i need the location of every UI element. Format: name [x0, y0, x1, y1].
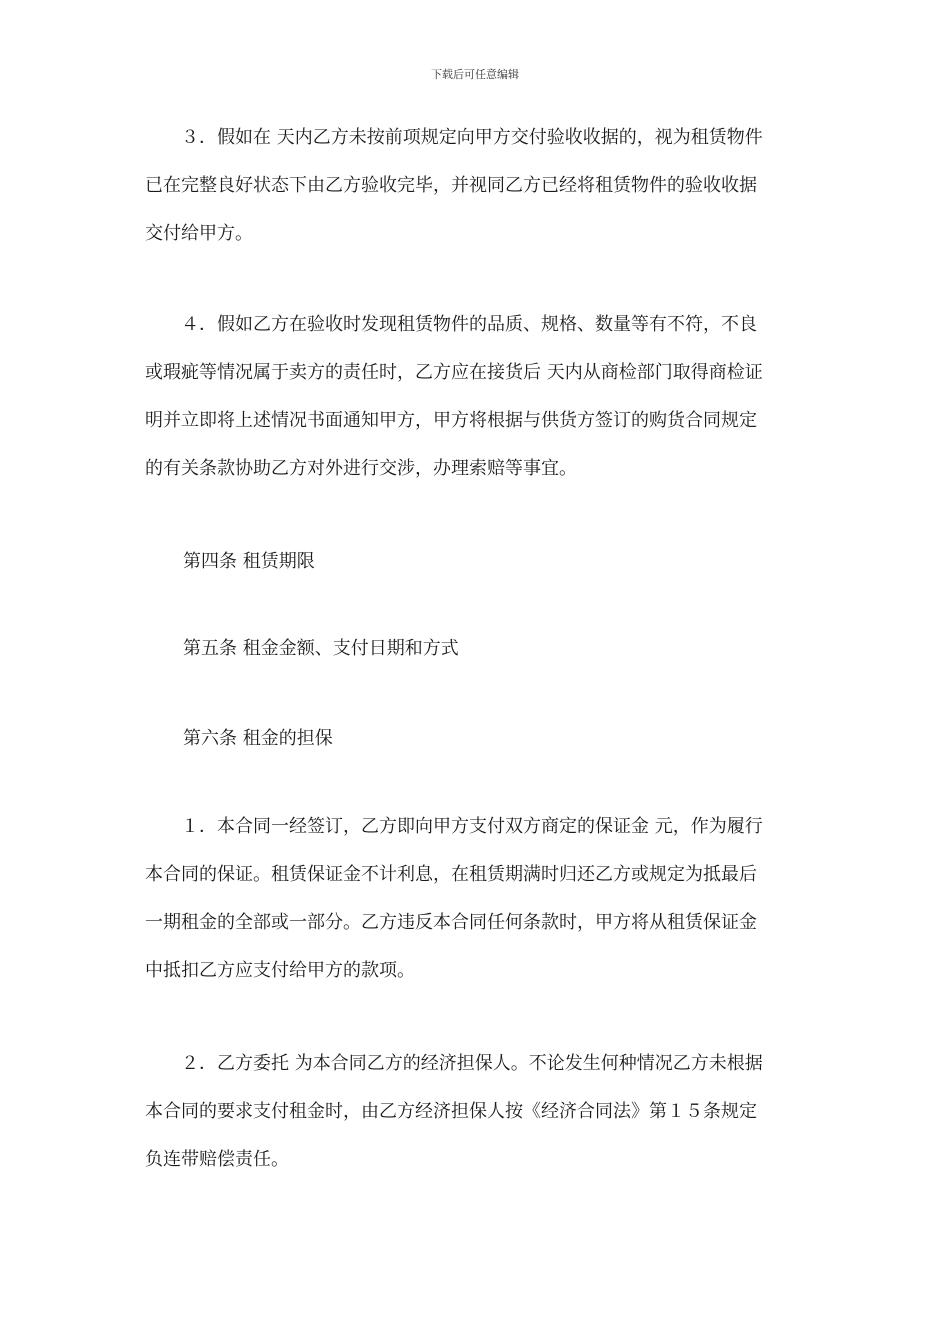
- text-line: 一期租金的全部或一部分。乙方违反本合同任何条款时，甲方将从租赁保证金: [145, 912, 757, 933]
- clause-item-1: [145, 803, 815, 995]
- article-6-heading: 第六条 租金的担保: [183, 728, 333, 749]
- article-5-heading: 第五条 租金金额、支付日期和方式: [183, 638, 459, 659]
- text-line: 本合同的保证。租赁保证金不计利息，在租赁期满时归还乙方或规定为抵最后: [145, 864, 757, 885]
- page-header: 下载后可任意编辑: [431, 68, 519, 81]
- text-line: 中抵扣乙方应支付给甲方的款项。: [145, 960, 415, 981]
- paragraph-item-3: [145, 114, 815, 258]
- text-line: 交付给甲方。: [145, 223, 253, 244]
- text-line: 已在完整良好状态下由乙方验收完毕，并视同乙方已经将租赁物件的验收收据: [145, 175, 757, 196]
- clause-item-2: [145, 1040, 815, 1184]
- text-line: ２．乙方委托 为本合同乙方的经济担保人。不论发生何种情况乙方未根据: [145, 1053, 763, 1074]
- text-line: 本合同的要求支付租金时，由乙方经济担保人按《经济合同法》第１５条规定: [145, 1101, 757, 1122]
- text-line: １．本合同一经签订，乙方即向甲方支付双方商定的保证金 元，作为履行: [145, 816, 763, 837]
- text-line: 的有关条款协助乙方对外进行交涉，办理索赔等事宜。: [145, 458, 577, 479]
- text-line: ４．假如乙方在验收时发现租赁物件的品质、规格、数量等有不符，不良: [145, 314, 757, 335]
- text-line: 或瑕疵等情况属于卖方的责任时，乙方应在接货后 天内从商检部门取得商检证: [145, 362, 763, 383]
- text-line: 负连带赔偿责任。: [145, 1149, 289, 1170]
- article-4-heading: 第四条 租赁期限: [183, 551, 315, 572]
- text-line: ３．假如在 天内乙方未按前项规定向甲方交付验收收据的，视为租赁物件: [145, 127, 763, 148]
- paragraph-item-4: [145, 301, 815, 493]
- text-line: 明并立即将上述情况书面通知甲方，甲方将根据与供货方签订的购货合同规定: [145, 410, 757, 431]
